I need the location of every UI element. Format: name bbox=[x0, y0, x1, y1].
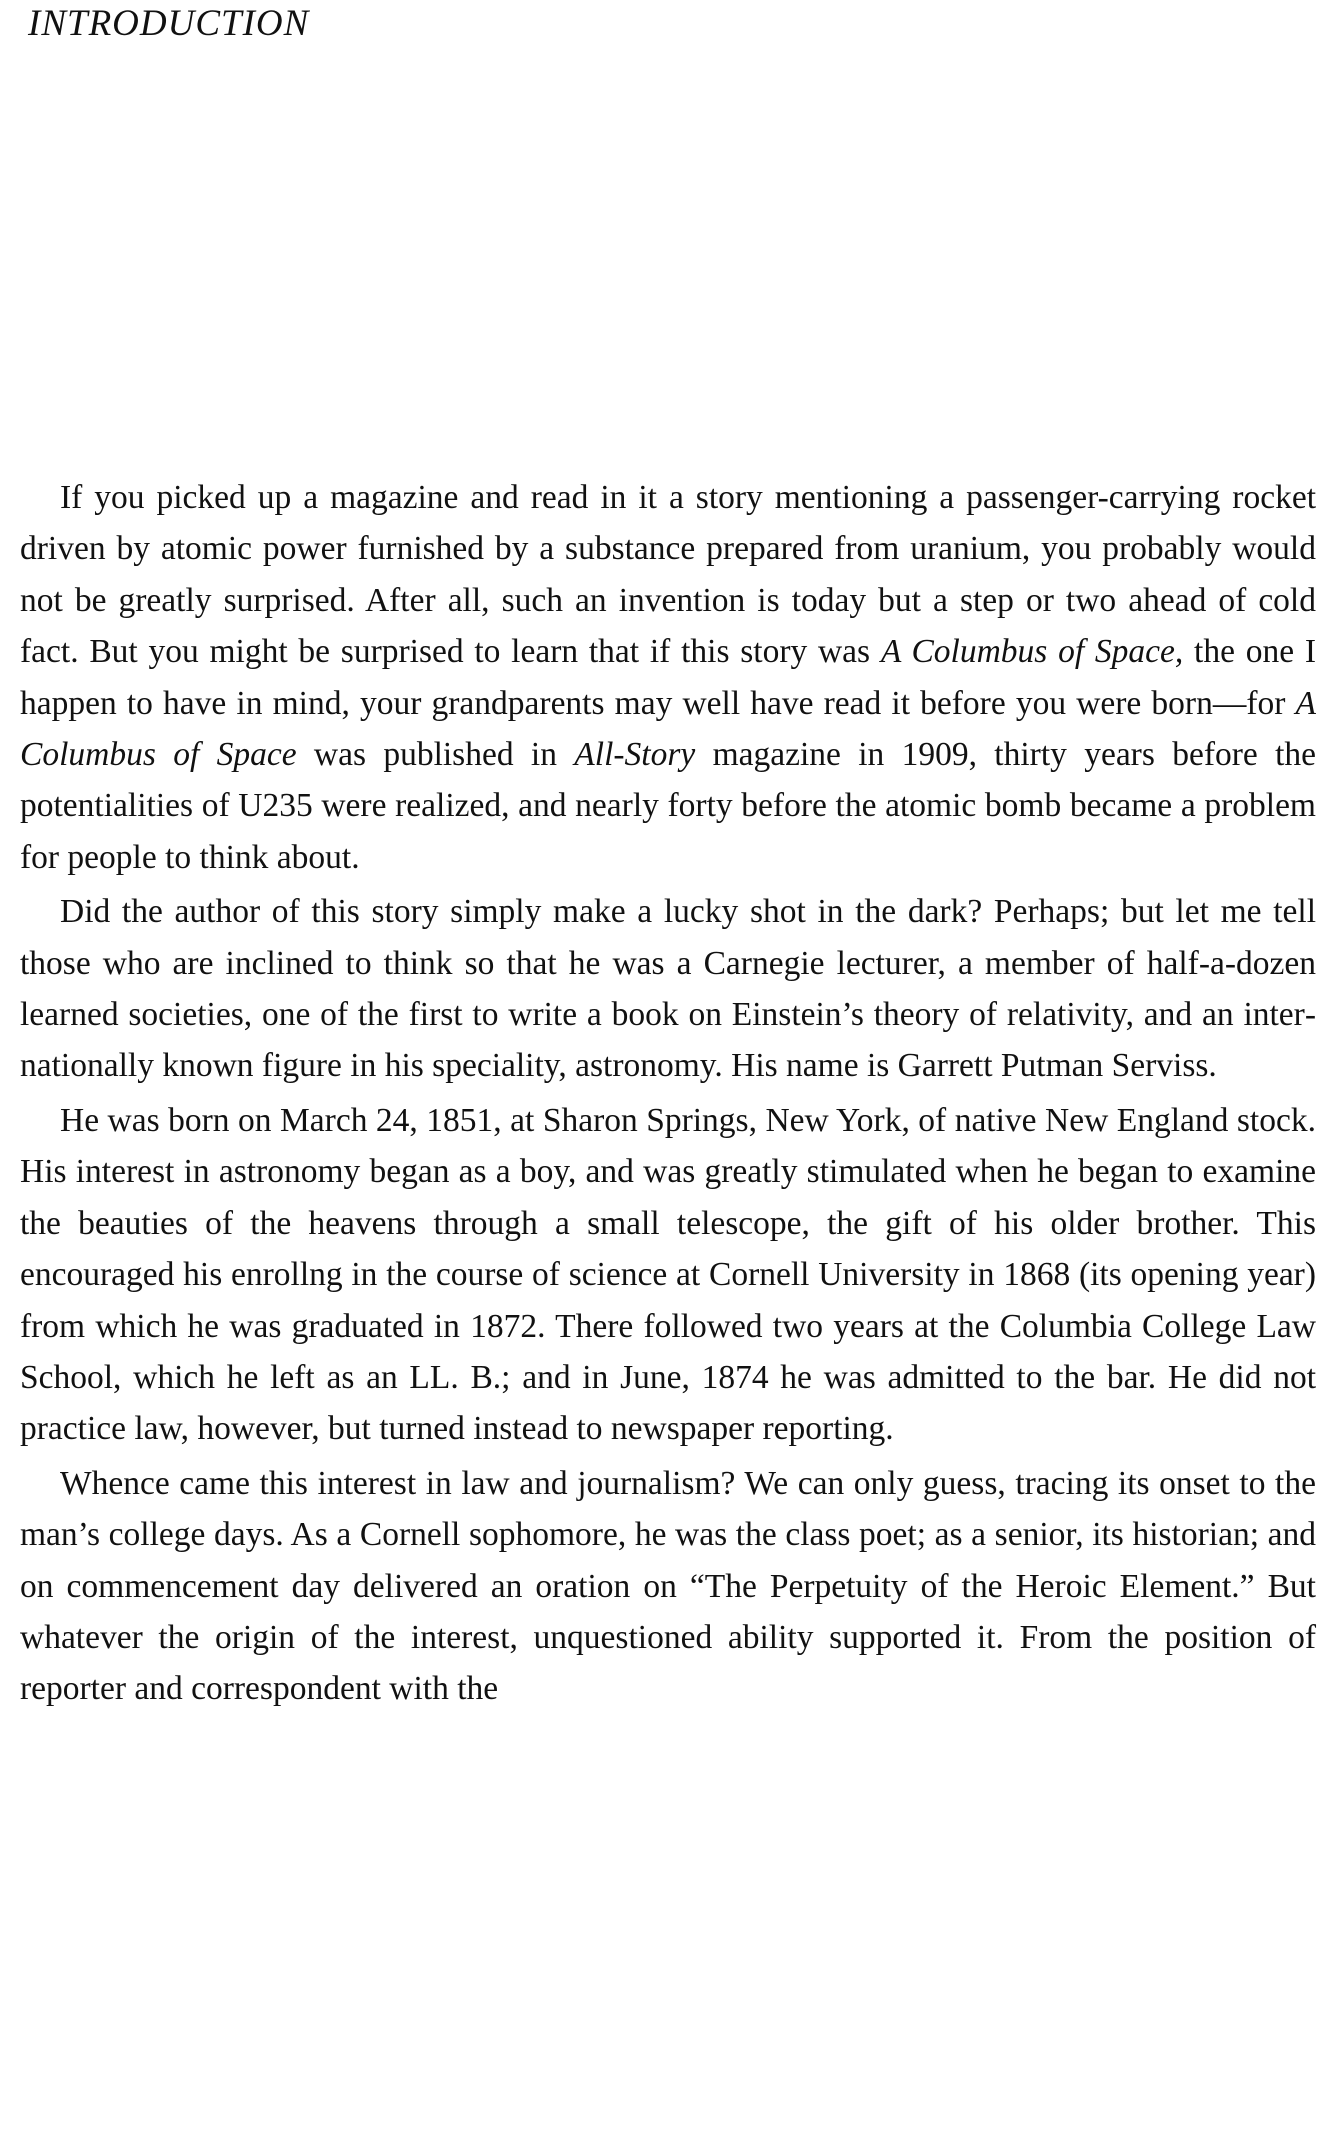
text-run: Did the author of this story simply make a lucky shot in the dark? Perhaps; but let me tell those who are inclined to think so that he was a Carnegie lecturer, a member of half-a-dozen learned societies, one of the first to write a book on Einstein’s theory of relativity, and an internationally known figure in his speciality, astronomy. His name is Garrett Putman Serviss. bbox=[20, 893, 1316, 1085]
text-run: the one I happen to have in mind, your grandparents may well have read it before you were born—for bbox=[20, 633, 1316, 722]
book-title-italic: A Columbus of Space, bbox=[880, 633, 1184, 671]
magazine-title-italic: All-Story bbox=[574, 736, 696, 774]
text-run: was published in bbox=[296, 736, 575, 774]
book-title-italic: A Columbus of Space bbox=[20, 684, 1316, 774]
paragraph bbox=[20, 1095, 1316, 1455]
text-run: magazine in 1909, thirty years before the potentialities of U235 were realized, and nearly forty before the atomic bomb became a problem for people to think about. bbox=[20, 736, 1316, 876]
text-run: Whence came this interest in law and journalism? We can only guess, tracing its onset to the man’s college days. As a Cornell sophomore, he was the class poet; as a senior, its historian; and on commencement day delivered an oration on “The Perpetuity of the Heroic Element.” But whatever the origin of the interest, unquestioned ability supported it. From the position of reporter and correspondent with the bbox=[20, 1464, 1316, 1708]
body-text bbox=[20, 472, 1316, 1715]
text-run: He was born on March 24, 1851, at Sharon Springs, New York, of native New England stock. His interest in astronomy began as a boy, and was greatly stimulated when he began to examine the beauties of the heavens through a small telescope, the gift of his older brother. This encouraged his enrollng in the course of science at Cornell University in 1868 (its opening year) from which he was graduated in 1872. There followed two years at the Columbia College Law School, which he left as an LL. B.; and in June, 1874 he was admitted to the bar. He did not practice law, however, but turned instead to newspaper reporting. bbox=[20, 1101, 1316, 1448]
chapter-heading: INTRODUCTION bbox=[28, 3, 310, 44]
paragraph bbox=[20, 1458, 1316, 1715]
text-run: If you picked up a magazine and read in it a story mentioning a passenger-carrying rocket driven by atomic power furnished by a substance prepared from uranium, you probably would not be greatly surprised. After all, such an invention is today but a step or two ahead of cold fact. But you might be surprised to learn that if this story was bbox=[20, 479, 1316, 671]
paragraph bbox=[20, 886, 1316, 1092]
paragraph bbox=[20, 472, 1316, 883]
